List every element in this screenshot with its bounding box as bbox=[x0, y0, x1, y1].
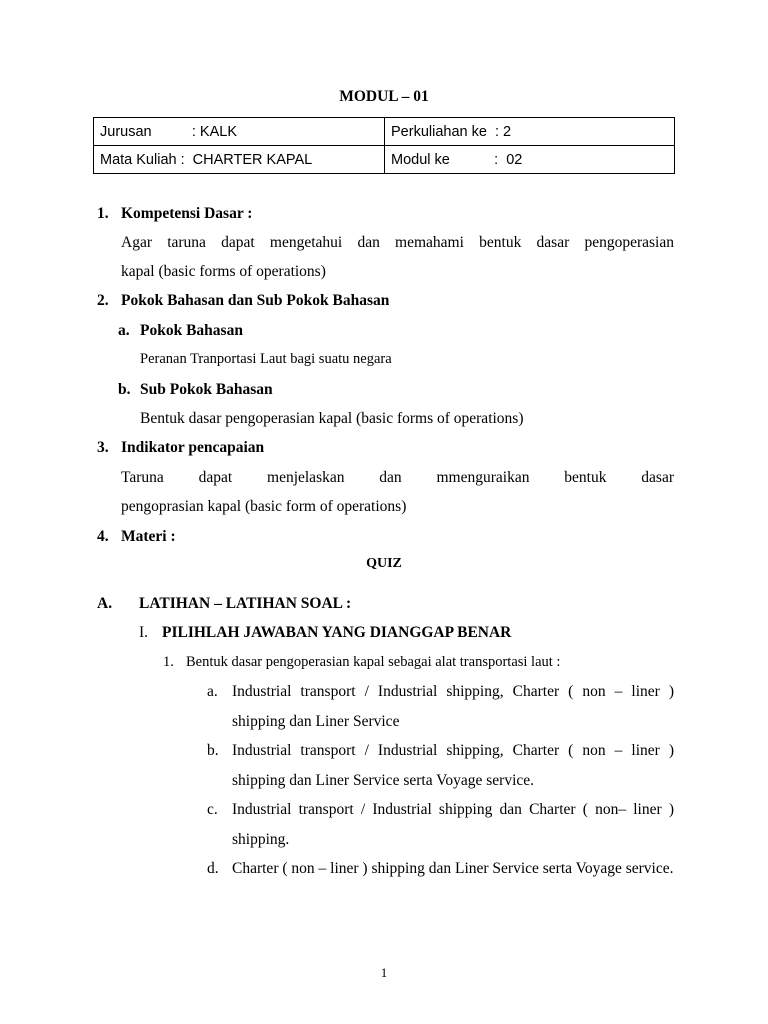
option-text: Industrial transport / Industrial shipping, Charter ( non – liner ) shipping dan Liner Service bbox=[232, 683, 674, 730]
module-info-table bbox=[93, 117, 675, 174]
option-b bbox=[207, 736, 674, 795]
subsection-a-text: Peranan Tranportasi Laut bagi suatu negara bbox=[140, 351, 392, 367]
modul-cell: Modul ke : 02 bbox=[385, 146, 675, 174]
module-title: MODUL – 01 bbox=[339, 88, 429, 105]
section-title: Pokok Bahasan dan Sub Pokok Bahasan bbox=[121, 292, 390, 309]
subsection-title: Sub Pokok Bahasan bbox=[140, 381, 273, 398]
option-c bbox=[207, 795, 674, 854]
mata-kuliah-cell: Mata Kuliah : CHARTER KAPAL bbox=[94, 146, 385, 174]
subsection-a-heading bbox=[118, 322, 243, 340]
instruction-heading bbox=[139, 624, 511, 642]
perkuliahan-cell: Perkuliahan ke : 2 bbox=[385, 118, 675, 146]
instruction-label: I. bbox=[139, 624, 149, 641]
question-text: Bentuk dasar pengoperasian kapal sebagai alat transportasi laut : bbox=[186, 654, 561, 670]
question-1 bbox=[163, 654, 560, 671]
option-label: b. bbox=[207, 742, 219, 759]
section-2-heading bbox=[97, 292, 389, 310]
subsection-label: b. bbox=[118, 381, 131, 398]
option-label: d. bbox=[207, 860, 219, 877]
section-number: 4. bbox=[97, 528, 109, 545]
subsection-b-text: Bentuk dasar pengoperasian kapal (basic forms of operations) bbox=[140, 410, 524, 427]
section-number: 1. bbox=[97, 205, 109, 222]
quiz-heading: QUIZ bbox=[366, 556, 402, 571]
section-number: 2. bbox=[97, 292, 109, 309]
instruction-title: PILIHLAH JAWABAN YANG DIANGGAP BENAR bbox=[162, 624, 512, 641]
subsection-label: a. bbox=[118, 322, 130, 339]
table-row bbox=[94, 118, 675, 146]
option-text: Industrial transport / Industrial shipping dan Charter ( non– liner ) shipping. bbox=[232, 801, 674, 848]
table-row bbox=[94, 146, 675, 174]
section-4-heading bbox=[97, 528, 176, 546]
question-number: 1. bbox=[163, 654, 174, 670]
section-title: Indikator pencapaian bbox=[121, 439, 265, 456]
section-3-text-line-1: Taruna dapat menjelaskan dan mmenguraikan bentuk dasar bbox=[121, 469, 674, 486]
section-3-text-line-2: pengoprasian kapal (basic form of operations) bbox=[121, 498, 407, 515]
section-1-text-line-2: kapal (basic forms of operations) bbox=[121, 263, 326, 280]
option-label: c. bbox=[207, 801, 218, 818]
option-text: Charter ( non – liner ) shipping dan Liner Service serta Voyage service. bbox=[232, 860, 674, 877]
exercise-label: A. bbox=[97, 595, 113, 612]
subsection-title: Pokok Bahasan bbox=[140, 322, 243, 339]
jurusan-cell: Jurusan : KALK bbox=[94, 118, 385, 146]
option-label: a. bbox=[207, 683, 218, 700]
section-1-heading bbox=[97, 205, 252, 223]
section-title: Kompetensi Dasar : bbox=[121, 205, 253, 222]
option-text: Industrial transport / Industrial shipping, Charter ( non – liner ) shipping dan Liner Service serta Voyage service. bbox=[232, 742, 674, 789]
section-1-text-line-1: Agar taruna dapat mengetahui dan memahami bentuk dasar pengoperasian bbox=[121, 234, 674, 251]
exercise-title: LATIHAN – LATIHAN SOAL : bbox=[139, 595, 352, 612]
page-number: 1 bbox=[380, 965, 388, 980]
section-3-heading bbox=[97, 439, 264, 457]
option-d bbox=[207, 854, 674, 884]
section-title: Materi : bbox=[121, 528, 176, 545]
subsection-b-heading bbox=[118, 381, 273, 399]
option-a bbox=[207, 677, 674, 736]
exercise-heading bbox=[97, 595, 351, 613]
section-number: 3. bbox=[97, 439, 109, 456]
